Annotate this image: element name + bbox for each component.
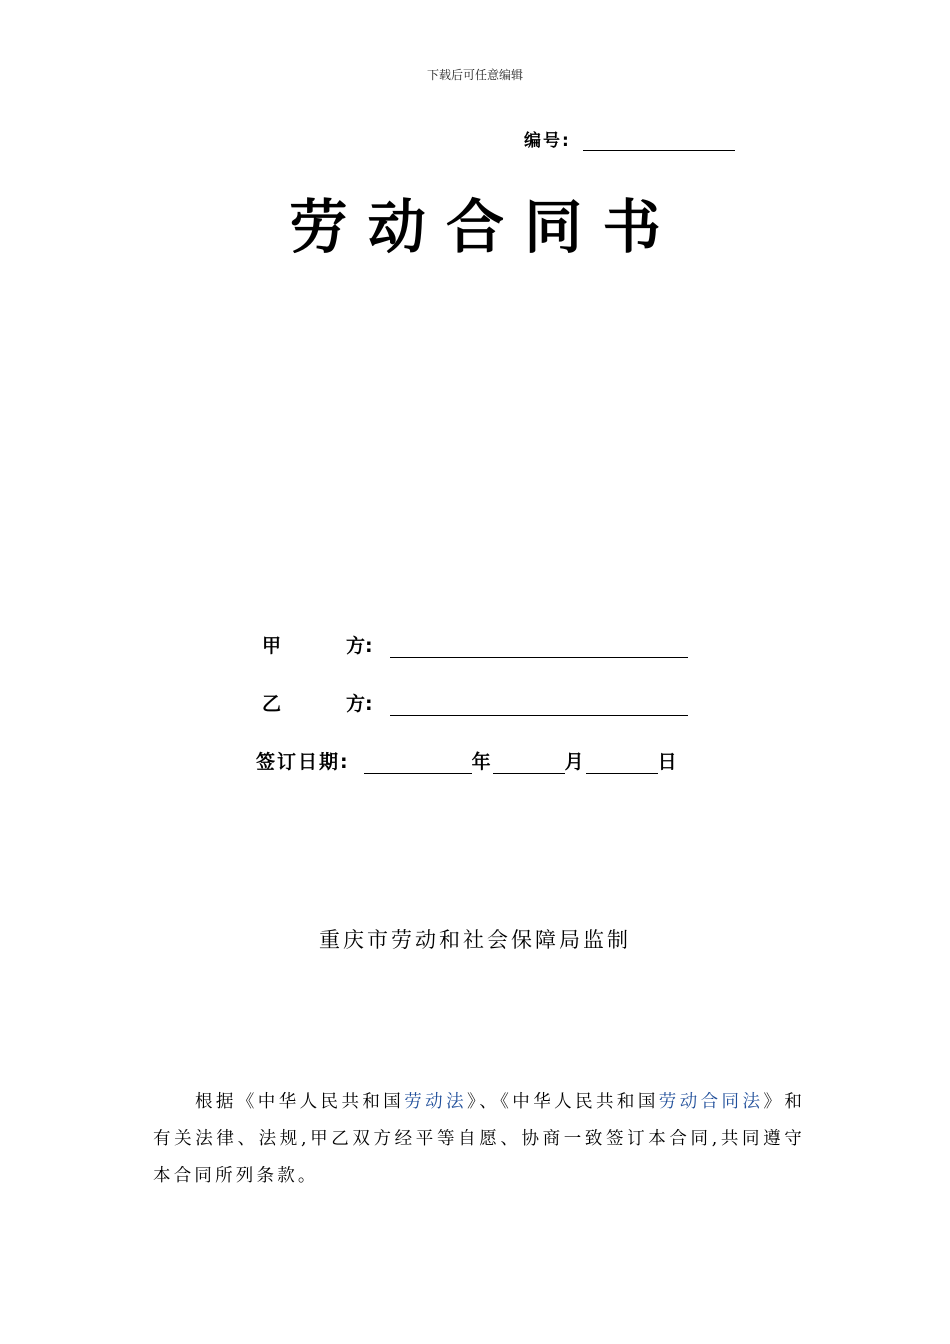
document-number-blank (583, 132, 735, 151)
party-a-blank (390, 639, 688, 658)
labor-law-link[interactable]: 劳动法 (404, 1092, 468, 1112)
issuing-authority: 重庆市劳动和社会保障局监制 (319, 928, 631, 952)
party-b-label: 乙 (262, 693, 282, 715)
preamble-paragraph (153, 1084, 805, 1195)
party-a-row (262, 632, 688, 658)
header-note: 下载后可任意编辑 (426, 68, 523, 82)
labor-contract-law-link[interactable]: 劳动合同法 (658, 1092, 764, 1112)
month-blank (493, 755, 565, 774)
preamble-text-1: 根据《中华人民共和国 (195, 1092, 405, 1112)
year-blank (364, 755, 472, 774)
day-blank (586, 755, 658, 774)
day-label: 日 (657, 751, 679, 773)
party-a-label: 甲 (262, 635, 282, 657)
preamble-text-3: 》和有关法律、法规,甲乙双方经平等自愿、协商一致签订本合同,共同遵守本合同所列条款。 (153, 1092, 806, 1186)
signing-date-row (256, 748, 679, 774)
page-title: 劳动合同书 (289, 193, 681, 261)
party-b-side-label: 方: (346, 693, 373, 715)
signing-date-label: 签订日期: (256, 751, 350, 773)
document-number-label: 编号: (524, 131, 571, 151)
year-label: 年 (471, 751, 493, 773)
month-label: 月 (564, 751, 586, 773)
party-b-row (262, 690, 688, 716)
party-a-side-label: 方: (346, 635, 373, 657)
preamble-text-2: 》、《中华人民共和国 (467, 1092, 659, 1112)
preamble (153, 1084, 805, 1195)
party-b-blank (390, 697, 688, 716)
document-number (524, 126, 735, 151)
